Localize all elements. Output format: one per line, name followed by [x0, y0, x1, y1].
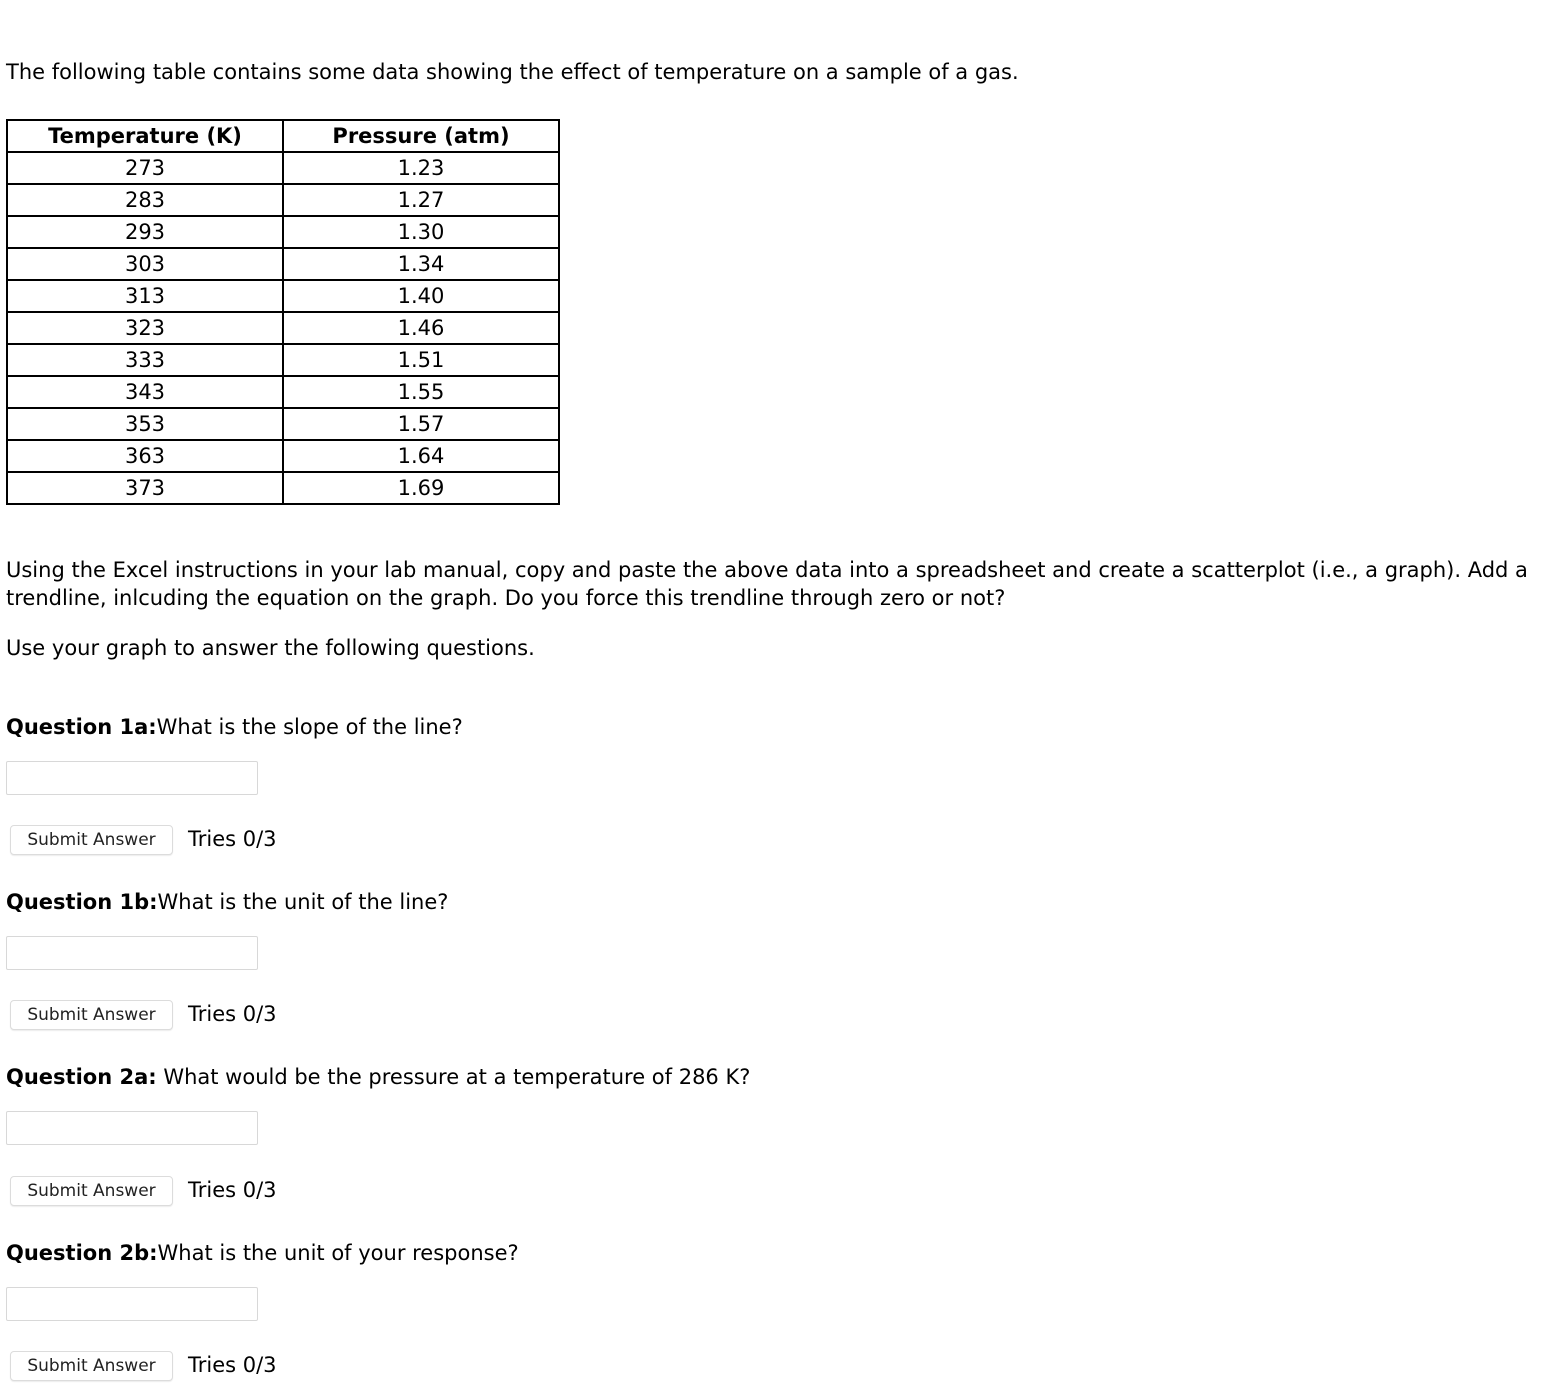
table-row	[7, 152, 559, 184]
table-row	[7, 248, 559, 280]
temperature-pressure-table	[6, 119, 560, 505]
tries-counter-1a: Tries 0/3	[188, 827, 277, 851]
pressure-cell: 1.57	[283, 408, 559, 440]
intro-text: The following table contains some data showing the effect of temperature on a sample of a gas.	[6, 60, 1019, 84]
question-1a	[6, 713, 463, 741]
submit-answer-button-2a[interactable]: Submit Answer	[10, 1176, 173, 1206]
pressure-cell: 1.64	[283, 440, 559, 472]
submit-answer-button-2b[interactable]: Submit Answer	[10, 1351, 173, 1381]
temperature-cell: 283	[7, 184, 283, 216]
question-label: Question 1a:	[6, 715, 157, 739]
question-label: Question 2a:	[6, 1065, 157, 1089]
temperature-cell: 273	[7, 152, 283, 184]
table-row	[7, 280, 559, 312]
pressure-cell: 1.51	[283, 344, 559, 376]
submit-answer-button-1a[interactable]: Submit Answer	[10, 825, 173, 855]
table-row	[7, 184, 559, 216]
answer-input-1b[interactable]	[6, 936, 258, 970]
table-row	[7, 408, 559, 440]
temperature-cell: 343	[7, 376, 283, 408]
temperature-cell: 353	[7, 408, 283, 440]
temperature-cell: 363	[7, 440, 283, 472]
temperature-cell: 303	[7, 248, 283, 280]
question-text: What is the unit of the line?	[157, 890, 449, 914]
pressure-cell: 1.34	[283, 248, 559, 280]
pressure-cell: 1.30	[283, 216, 559, 248]
question-text: What would be the pressure at a temperature of 286 K?	[156, 1065, 751, 1089]
temperature-cell: 323	[7, 312, 283, 344]
answer-input-1a[interactable]	[6, 761, 258, 795]
question-text: What is the unit of your response?	[157, 1241, 519, 1265]
column-header-pressure: Pressure (atm)	[283, 120, 559, 152]
submit-answer-button-1b[interactable]: Submit Answer	[10, 1000, 173, 1030]
question-text: What is the slope of the line?	[156, 715, 463, 739]
pressure-cell: 1.55	[283, 376, 559, 408]
temperature-cell: 333	[7, 344, 283, 376]
answer-input-2b[interactable]	[6, 1287, 258, 1321]
temperature-cell: 373	[7, 472, 283, 504]
table-row	[7, 344, 559, 376]
tries-counter-2b: Tries 0/3	[188, 1353, 277, 1377]
answer-input-2a[interactable]	[6, 1111, 258, 1145]
question-2b	[6, 1239, 519, 1267]
temperature-cell: 293	[7, 216, 283, 248]
use-graph-text: Use your graph to answer the following questions.	[6, 636, 535, 660]
tries-counter-2a: Tries 0/3	[188, 1178, 277, 1202]
pressure-cell: 1.69	[283, 472, 559, 504]
table-header-row	[7, 120, 559, 152]
question-2a	[6, 1063, 750, 1091]
table-row	[7, 472, 559, 504]
column-header-temperature: Temperature (K)	[7, 120, 283, 152]
table-row	[7, 376, 559, 408]
table-row	[7, 312, 559, 344]
pressure-cell: 1.23	[283, 152, 559, 184]
table-row	[7, 216, 559, 248]
pressure-cell: 1.40	[283, 280, 559, 312]
pressure-cell: 1.46	[283, 312, 559, 344]
question-label: Question 2b:	[6, 1241, 158, 1265]
table-row	[7, 440, 559, 472]
pressure-cell: 1.27	[283, 184, 559, 216]
tries-counter-1b: Tries 0/3	[188, 1002, 277, 1026]
temperature-cell: 313	[7, 280, 283, 312]
question-label: Question 1b:	[6, 890, 158, 914]
instructions-text: Using the Excel instructions in your lab manual, copy and paste the above data into a spreadsheet and create a scatterplot (i.e., a graph). Add a trendline, inlcuding the equation on the graph. Do you force this trendline through zero or not?	[6, 558, 1528, 610]
question-1b	[6, 888, 448, 916]
